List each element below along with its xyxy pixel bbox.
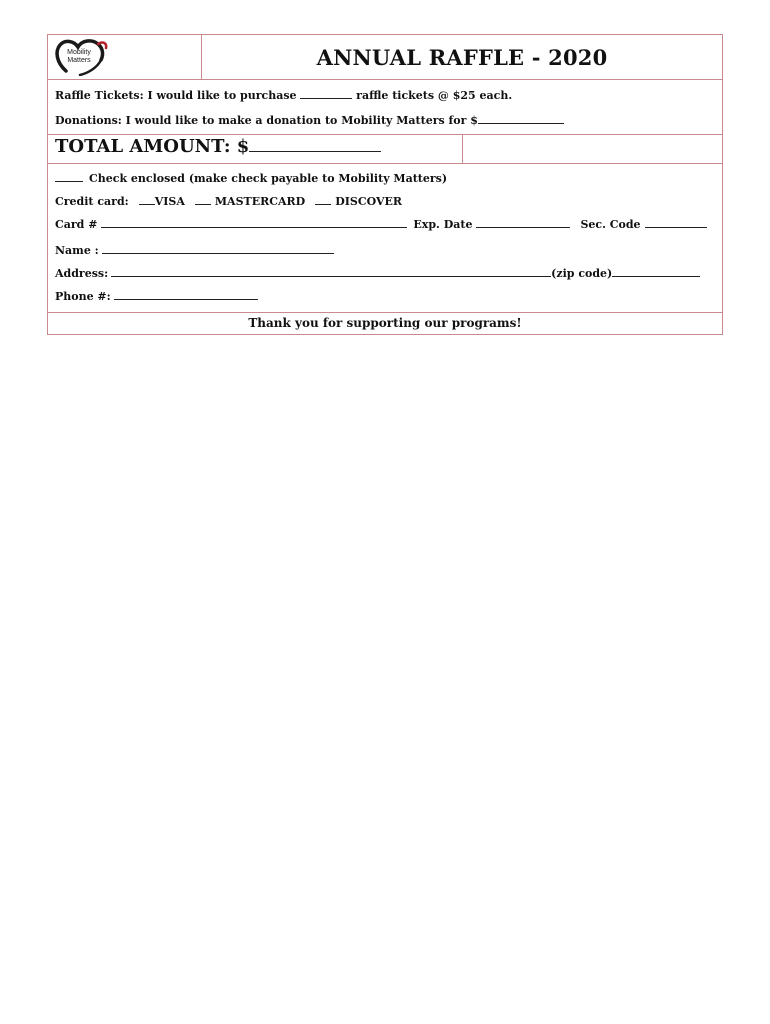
tickets-donations-section <box>48 80 722 135</box>
check-enclosed-label: Check enclosed (make check payable to Mobility Matters) <box>89 172 448 185</box>
check-line <box>55 172 722 185</box>
logo-text-line1: Mobility <box>67 49 91 56</box>
total-amount-field[interactable] <box>249 138 381 152</box>
total-cell <box>48 135 463 163</box>
name-label: Name : <box>55 244 99 257</box>
discover-checkbox[interactable] <box>315 195 331 205</box>
page-title: ANNUAL RAFFLE - 2020 <box>316 44 608 70</box>
phone-line <box>55 290 722 303</box>
exp-date-field[interactable] <box>476 218 570 228</box>
discover-label: DISCOVER <box>335 195 403 208</box>
thank-you-text: Thank you for supporting our programs! <box>248 316 522 330</box>
form-header <box>48 35 722 80</box>
address-line <box>55 267 722 280</box>
ticket-quantity-field[interactable] <box>300 89 352 99</box>
total-empty-cell <box>463 135 722 163</box>
mastercard-checkbox[interactable] <box>195 195 211 205</box>
address-field[interactable] <box>111 267 551 277</box>
logo-text <box>64 49 94 65</box>
card-number-label: Card # <box>55 218 98 231</box>
donation-amount-field[interactable] <box>478 114 564 124</box>
card-number-field[interactable] <box>101 218 407 228</box>
zip-code-field[interactable] <box>612 267 700 277</box>
donation-prefix: Donations: I would like to make a donation to Mobility Matters for $ <box>55 114 478 127</box>
title-cell <box>202 35 722 79</box>
credit-card-label: Credit card: <box>55 195 129 208</box>
sec-code-label: Sec. Code <box>580 218 641 231</box>
visa-checkbox[interactable] <box>139 195 155 205</box>
payment-contact-section <box>48 164 722 313</box>
logo-cell <box>48 35 202 79</box>
visa-label: VISA <box>154 195 185 208</box>
total-amount-label: TOTAL AMOUNT: $ <box>55 136 250 157</box>
raffle-tickets-prefix: Raffle Tickets: I would like to purchase <box>55 89 301 102</box>
name-line <box>55 244 722 257</box>
donation-line <box>55 114 722 127</box>
address-label: Address: <box>55 267 109 280</box>
logo-text-line2: Matters <box>67 57 91 64</box>
phone-field[interactable] <box>114 290 258 300</box>
total-row <box>48 135 722 164</box>
raffle-form <box>47 34 723 335</box>
mastercard-label: MASTERCARD <box>214 195 306 208</box>
zip-code-label: (zip code) <box>551 267 613 280</box>
phone-label: Phone #: <box>55 290 111 303</box>
raffle-tickets-line <box>55 89 722 102</box>
thank-you-row <box>48 313 722 334</box>
credit-card-line <box>55 195 722 208</box>
sec-code-field[interactable] <box>645 218 707 228</box>
card-line <box>55 218 722 231</box>
check-enclosed-checkbox[interactable] <box>55 172 83 182</box>
exp-date-label: Exp. Date <box>413 218 473 231</box>
raffle-tickets-suffix: raffle tickets @ $25 each. <box>352 89 513 102</box>
name-field[interactable] <box>102 244 334 254</box>
